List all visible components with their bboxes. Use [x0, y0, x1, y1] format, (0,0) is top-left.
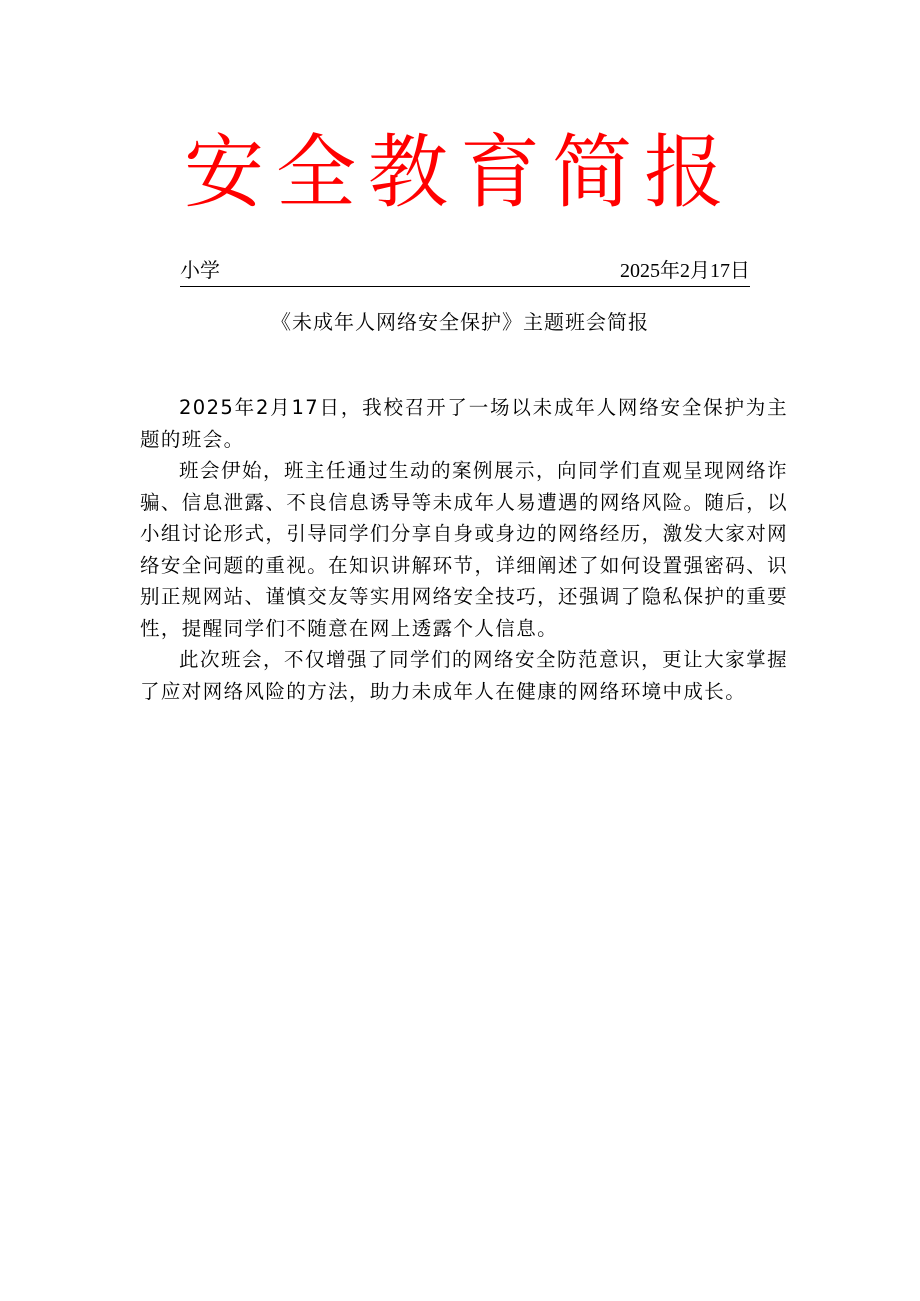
paragraph-activities: 班会伊始，班主任通过生动的案例展示，向同学们直观呈现网络诈骗、信息泄露、不良信息诱导等未成年人易遭遇的网络风险。随后，以小组讨论形式，引导同学们分享自身或身边的网络经历，激发大家对网络安全问题的重视。在知识讲解环节，详细阐述了如何设置强密码、识别正规网站、谨慎交友等实用网络安全技巧，还强调了隐私保护的重要性，提醒同学们不随意在网上透露个人信息。: [140, 459, 788, 640]
report-body: [140, 392, 788, 707]
dateline: [180, 256, 750, 287]
masthead-title: 安全教育简报: [184, 126, 736, 219]
paragraph-conclusion: 此次班会，不仅增强了同学们的网络安全防范意识，更让大家掌握了应对网络风险的方法，助力未成年人在健康的网络环境中成长。: [140, 648, 788, 703]
school-name: 小学: [180, 260, 220, 282]
paragraph-intro: 2025年2月17日，我校召开了一场以未成年人网络安全保护为主题的班会。: [140, 396, 788, 451]
report-subtitle: 《未成年人网络安全保护》主题班会简报: [271, 310, 649, 334]
issue-date: 2025年2月17日: [620, 260, 750, 282]
